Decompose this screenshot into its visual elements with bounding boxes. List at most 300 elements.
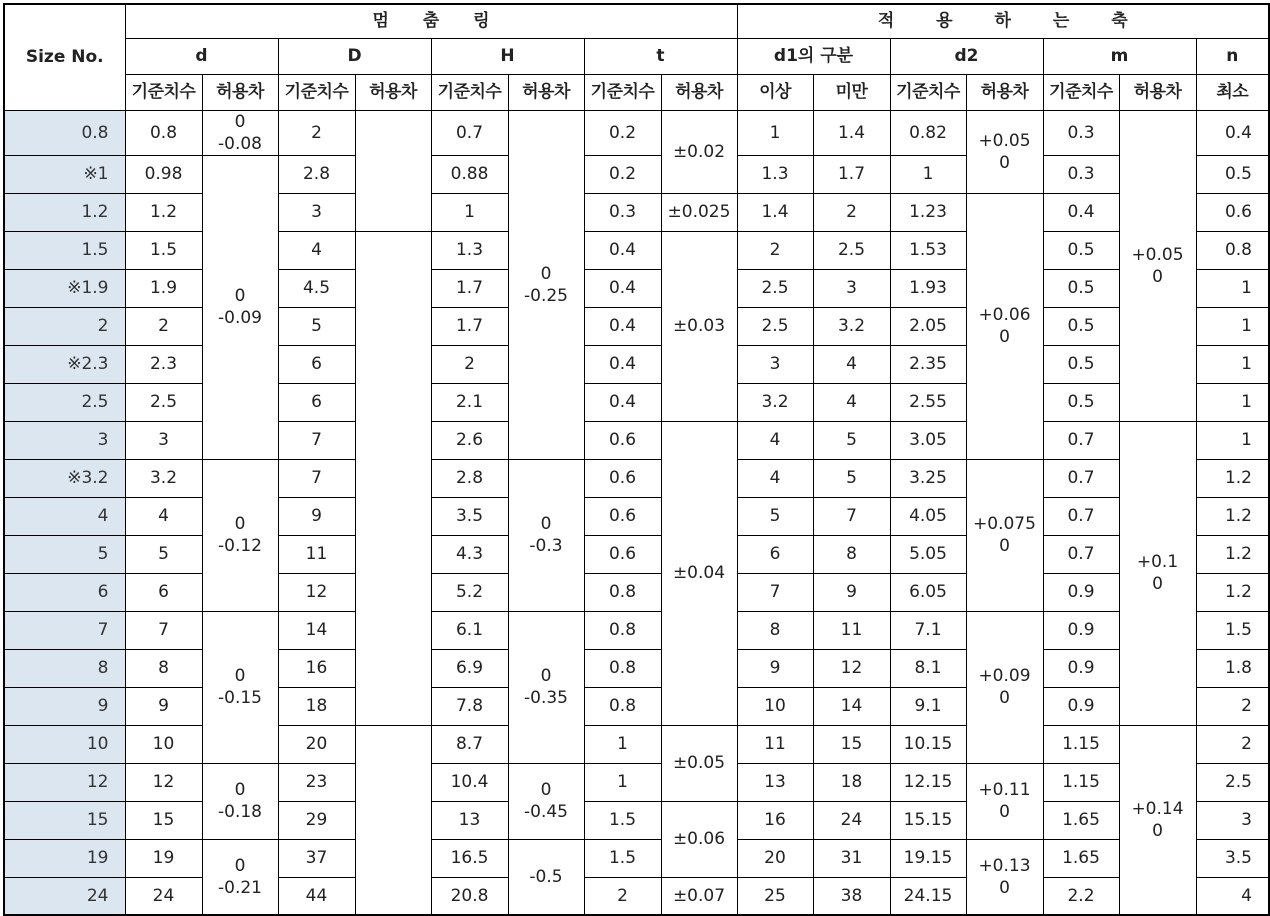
H-tolerance-header: 허용차 — [508, 74, 584, 110]
m-tolerance-line: +0.1 — [1136, 552, 1179, 572]
t-nominal-cell: 0.6 — [584, 421, 661, 459]
col-n-header: n — [1196, 38, 1269, 74]
d1-over-cell: 20 — [737, 839, 813, 877]
n-min-cell: 1.2 — [1196, 573, 1269, 611]
d1-under-cell: 1.4 — [813, 110, 890, 155]
D-nominal-cell: 37 — [278, 839, 355, 877]
d2-tolerance-line: +0.11 — [978, 780, 1031, 800]
H-nominal-cell: 20.8 — [431, 877, 508, 915]
size-no-cell: 9 — [4, 687, 125, 725]
m-nominal-cell: 0.9 — [1043, 687, 1119, 725]
d-nominal-header: 기준치수 — [125, 74, 202, 110]
d1-under-cell: 5 — [813, 421, 890, 459]
D-tolerance-cell — [355, 725, 431, 915]
table-row — [4, 497, 1269, 535]
table-row — [4, 383, 1269, 421]
d2-tolerance-cell — [966, 839, 1043, 915]
H-nominal-cell: 0.88 — [431, 155, 508, 193]
D-nominal-cell: 3 — [278, 193, 355, 231]
t-tolerance-line: ±0.025 — [667, 202, 731, 222]
m-tolerance-line: 0 — [1152, 574, 1163, 594]
d-nominal-cell: 7 — [125, 611, 202, 649]
D-nominal-cell: 7 — [278, 459, 355, 497]
d1-under-cell: 5 — [813, 459, 890, 497]
d2-tolerance-line: +0.075 — [973, 514, 1036, 534]
H-nominal-cell: 7.8 — [431, 687, 508, 725]
d-tolerance-line: 0 — [234, 111, 246, 132]
size-no-cell: 5 — [4, 535, 125, 573]
D-nominal-cell: 4.5 — [278, 269, 355, 307]
H-tolerance-cell — [508, 459, 584, 611]
d-nominal-cell: 2.5 — [125, 383, 202, 421]
m-nominal-cell: 0.5 — [1043, 231, 1119, 269]
d1-over-cell: 2.5 — [737, 307, 813, 345]
d1-over-cell: 2.5 — [737, 269, 813, 307]
d1-under-cell: 4 — [813, 345, 890, 383]
t-tolerance-cell — [661, 877, 737, 915]
table-row — [4, 573, 1269, 611]
t-nominal-cell: 0.4 — [584, 231, 661, 269]
d1-under-cell: 31 — [813, 839, 890, 877]
d1-under-cell: 2 — [813, 193, 890, 231]
t-tolerance-line: ±0.05 — [672, 753, 726, 773]
d1-under-cell: 18 — [813, 763, 890, 801]
table-row — [4, 269, 1269, 307]
H-tolerance-line: -0.45 — [524, 802, 568, 822]
d2-nominal-cell: 3.05 — [890, 421, 966, 459]
n-min-cell: 0.8 — [1196, 231, 1269, 269]
H-tolerance-line: 0 — [540, 263, 552, 284]
m-nominal-cell: 2.2 — [1043, 877, 1119, 915]
t-tolerance-cell — [661, 193, 737, 231]
table-row — [4, 193, 1269, 231]
d1-under-cell: 3.2 — [813, 307, 890, 345]
n-min-cell: 1.2 — [1196, 497, 1269, 535]
t-nominal-cell: 0.4 — [584, 345, 661, 383]
d-nominal-cell: 8 — [125, 649, 202, 687]
D-nominal-cell: 12 — [278, 573, 355, 611]
d-nominal-cell: 12 — [125, 763, 202, 801]
t-nominal-cell: 0.4 — [584, 269, 661, 307]
d2-nominal-cell: 1.53 — [890, 231, 966, 269]
D-nominal-header: 기준치수 — [278, 74, 355, 110]
d1-over-cell: 2 — [737, 231, 813, 269]
d2-tolerance-cell — [966, 763, 1043, 839]
d1-under-cell: 9 — [813, 573, 890, 611]
d-tolerance-line: 0 — [234, 855, 246, 876]
m-nominal-cell: 1.15 — [1043, 725, 1119, 763]
t-nominal-cell: 0.8 — [584, 687, 661, 725]
H-nominal-header: 기준치수 — [431, 74, 508, 110]
d1-over-cell: 11 — [737, 725, 813, 763]
D-nominal-cell: 2 — [278, 110, 355, 155]
d1-over-cell: 8 — [737, 611, 813, 649]
d1-under-cell: 1.7 — [813, 155, 890, 193]
m-nominal-cell: 1.65 — [1043, 839, 1119, 877]
m-nominal-cell: 0.3 — [1043, 110, 1119, 155]
D-nominal-cell: 20 — [278, 725, 355, 763]
d1-under-cell: 3 — [813, 269, 890, 307]
d-tolerance-cell — [202, 839, 278, 915]
size-no-cell: 3 — [4, 421, 125, 459]
t-tolerance-line: ±0.06 — [672, 829, 726, 849]
size-no-cell: 1.2 — [4, 193, 125, 231]
H-nominal-cell: 16.5 — [431, 839, 508, 877]
t-nominal-cell: 2 — [584, 877, 661, 915]
d2-tolerance-line: 0 — [999, 536, 1010, 556]
d2-tolerance-line: 0 — [999, 802, 1010, 822]
t-tolerance-line: ±0.03 — [672, 316, 726, 336]
d-nominal-cell: 3.2 — [125, 459, 202, 497]
table-row — [4, 763, 1269, 801]
n-min-cell: 0.4 — [1196, 110, 1269, 155]
d-nominal-cell: 0.98 — [125, 155, 202, 193]
H-nominal-cell: 13 — [431, 801, 508, 839]
col-d1-header: d1의 구분 — [737, 38, 890, 74]
d-tolerance-line: -0.18 — [218, 802, 262, 822]
n-min-cell: 1.8 — [1196, 649, 1269, 687]
d2-tolerance-cell — [966, 193, 1043, 459]
d-tolerance-line: -0.15 — [218, 688, 262, 708]
col-d2-header: d2 — [890, 38, 1043, 74]
size-no-cell: ※2.3 — [4, 345, 125, 383]
d2-nominal-cell: 1.93 — [890, 269, 966, 307]
d-tolerance-line: -0.09 — [218, 308, 262, 328]
D-nominal-cell: 16 — [278, 649, 355, 687]
t-nominal-cell: 0.6 — [584, 497, 661, 535]
m-tolerance-line: +0.05 — [1131, 244, 1184, 265]
H-nominal-cell: 2.6 — [431, 421, 508, 459]
n-min-cell: 1 — [1196, 421, 1269, 459]
m-nominal-cell: 0.7 — [1043, 459, 1119, 497]
d2-nominal-cell: 10.15 — [890, 725, 966, 763]
t-tolerance-cell — [661, 110, 737, 193]
n-min-cell: 3 — [1196, 801, 1269, 839]
d2-tolerance-cell — [966, 459, 1043, 611]
t-nominal-cell: 0.8 — [584, 573, 661, 611]
d-tolerance-line: 0 — [234, 666, 246, 686]
d2-nominal-cell: 15.15 — [890, 801, 966, 839]
d2-nominal-cell: 7.1 — [890, 611, 966, 649]
size-no-cell: 15 — [4, 801, 125, 839]
n-min-cell: 2.5 — [1196, 763, 1269, 801]
table-row — [4, 649, 1269, 687]
d2-nominal-cell: 3.25 — [890, 459, 966, 497]
m-tolerance-cell — [1119, 725, 1196, 915]
d-tolerance-line: 0 — [234, 286, 246, 306]
d1-over-cell: 4 — [737, 421, 813, 459]
t-nominal-cell: 1 — [584, 725, 661, 763]
size-no-cell: 10 — [4, 725, 125, 763]
H-nominal-cell: 4.3 — [431, 535, 508, 573]
retaining-ring-spec-table — [3, 3, 1270, 916]
col-t-header: t — [584, 38, 737, 74]
d2-nominal-cell: 5.05 — [890, 535, 966, 573]
table-row — [4, 535, 1269, 573]
d-tolerance-line: 0 — [234, 514, 246, 534]
D-nominal-cell: 29 — [278, 801, 355, 839]
D-nominal-cell: 6 — [278, 345, 355, 383]
t-tolerance-header: 허용차 — [661, 74, 737, 110]
D-tolerance-cell — [355, 231, 431, 725]
d2-nominal-cell: 2.35 — [890, 345, 966, 383]
d-tolerance-cell — [202, 110, 278, 155]
D-nominal-cell: 11 — [278, 535, 355, 573]
H-tolerance-line: -0.35 — [524, 688, 568, 708]
m-nominal-cell: 0.9 — [1043, 649, 1119, 687]
n-min-cell: 1.2 — [1196, 535, 1269, 573]
d-nominal-cell: 2.3 — [125, 345, 202, 383]
table-row — [4, 687, 1269, 725]
d1-under-cell: 38 — [813, 877, 890, 915]
col-d-header: d — [125, 38, 278, 74]
H-tolerance-line: 0 — [540, 666, 552, 686]
D-nominal-cell: 4 — [278, 231, 355, 269]
d2-tolerance-line: +0.06 — [978, 305, 1031, 325]
d2-nominal-cell: 24.15 — [890, 877, 966, 915]
d1-over-cell: 16 — [737, 801, 813, 839]
m-nominal-cell: 0.5 — [1043, 345, 1119, 383]
d2-tolerance-line: 0 — [999, 327, 1010, 347]
size-no-cell: 2 — [4, 307, 125, 345]
t-nominal-cell: 1 — [584, 763, 661, 801]
t-nominal-cell: 0.3 — [584, 193, 661, 231]
d2-tolerance-cell — [966, 611, 1043, 763]
t-tolerance-cell — [661, 421, 737, 725]
table-row — [4, 611, 1269, 649]
H-tolerance-cell — [508, 611, 584, 763]
d-nominal-cell: 10 — [125, 725, 202, 763]
m-nominal-cell: 0.5 — [1043, 383, 1119, 421]
size-no-cell: ※1.9 — [4, 269, 125, 307]
d-tolerance-cell — [202, 763, 278, 839]
table-row — [4, 839, 1269, 877]
D-nominal-cell: 44 — [278, 877, 355, 915]
m-nominal-cell: 1.65 — [1043, 801, 1119, 839]
retaining-ring-group-header: 멈 춤 링 — [125, 4, 737, 38]
t-nominal-cell: 0.4 — [584, 307, 661, 345]
H-nominal-cell: 8.7 — [431, 725, 508, 763]
size-no-cell: 2.5 — [4, 383, 125, 421]
table-row — [4, 801, 1269, 839]
d1-over-cell: 6 — [737, 535, 813, 573]
d2-nominal-cell: 1.23 — [890, 193, 966, 231]
size-no-cell: ※3.2 — [4, 459, 125, 497]
size-no-cell: 12 — [4, 763, 125, 801]
size-no-cell: 19 — [4, 839, 125, 877]
t-nominal-cell: 1.5 — [584, 801, 661, 839]
H-nominal-cell: 1.3 — [431, 231, 508, 269]
D-nominal-cell: 6 — [278, 383, 355, 421]
d2-nominal-cell: 8.1 — [890, 649, 966, 687]
d2-tolerance-line: +0.05 — [978, 130, 1031, 151]
d1-over-cell: 25 — [737, 877, 813, 915]
H-nominal-cell: 1 — [431, 193, 508, 231]
m-nominal-cell: 0.7 — [1043, 497, 1119, 535]
size-no-cell: 0.8 — [4, 110, 125, 155]
D-nominal-cell: 2.8 — [278, 155, 355, 193]
d1-under-cell: 11 — [813, 611, 890, 649]
d1-over-cell: 3.2 — [737, 383, 813, 421]
d-nominal-cell: 1.9 — [125, 269, 202, 307]
m-tolerance-header: 허용차 — [1119, 74, 1196, 110]
t-nominal-cell: 0.8 — [584, 611, 661, 649]
size-no-cell: ※1 — [4, 155, 125, 193]
size-no-cell: 4 — [4, 497, 125, 535]
m-tolerance-cell — [1119, 421, 1196, 725]
H-nominal-cell: 2.8 — [431, 459, 508, 497]
d1-over-cell: 13 — [737, 763, 813, 801]
d2-nominal-cell: 19.15 — [890, 839, 966, 877]
t-tolerance-line: ±0.04 — [672, 563, 726, 583]
n-min-header: 최소 — [1196, 74, 1269, 110]
n-min-cell: 1 — [1196, 383, 1269, 421]
d-nominal-cell: 3 — [125, 421, 202, 459]
d-nominal-cell: 2 — [125, 307, 202, 345]
m-tolerance-line: +0.14 — [1131, 798, 1184, 819]
col-D-header: D — [278, 38, 431, 74]
d1-under-header: 미만 — [813, 74, 890, 110]
d1-over-header: 이상 — [737, 74, 813, 110]
d1-under-cell: 14 — [813, 687, 890, 725]
d2-tolerance-line: 0 — [999, 877, 1010, 898]
m-nominal-cell: 0.4 — [1043, 193, 1119, 231]
d2-nominal-cell: 12.15 — [890, 763, 966, 801]
d2-tolerance-cell — [966, 110, 1043, 193]
d1-over-cell: 1.4 — [737, 193, 813, 231]
d1-over-cell: 10 — [737, 687, 813, 725]
d-nominal-cell: 4 — [125, 497, 202, 535]
D-nominal-cell: 7 — [278, 421, 355, 459]
t-nominal-header: 기준치수 — [584, 74, 661, 110]
d2-tolerance-line: 0 — [999, 688, 1010, 708]
m-tolerance-line: 0 — [1152, 820, 1163, 841]
n-min-cell: 2 — [1196, 687, 1269, 725]
size-no-cell: 6 — [4, 573, 125, 611]
H-nominal-cell: 1.7 — [431, 307, 508, 345]
d2-tolerance-line: 0 — [999, 152, 1010, 173]
d2-nominal-cell: 6.05 — [890, 573, 966, 611]
d2-nominal-cell: 2.55 — [890, 383, 966, 421]
m-nominal-header: 기준치수 — [1043, 74, 1119, 110]
m-nominal-cell: 0.7 — [1043, 421, 1119, 459]
H-nominal-cell: 5.2 — [431, 573, 508, 611]
m-nominal-cell: 0.9 — [1043, 573, 1119, 611]
H-nominal-cell: 1.7 — [431, 269, 508, 307]
H-nominal-cell: 3.5 — [431, 497, 508, 535]
t-tolerance-line: ±0.02 — [672, 141, 726, 162]
H-tolerance-cell — [508, 110, 584, 459]
table-row — [4, 231, 1269, 269]
D-tolerance-cell — [355, 110, 431, 231]
n-min-cell: 2 — [1196, 725, 1269, 763]
d-nominal-cell: 5 — [125, 535, 202, 573]
size-no-cell: 7 — [4, 611, 125, 649]
D-nominal-cell: 18 — [278, 687, 355, 725]
H-nominal-cell: 0.7 — [431, 110, 508, 155]
d1-over-cell: 1 — [737, 110, 813, 155]
d2-nominal-cell: 1 — [890, 155, 966, 193]
table-row — [4, 307, 1269, 345]
d-nominal-cell: 9 — [125, 687, 202, 725]
d-nominal-cell: 1.2 — [125, 193, 202, 231]
d-tolerance-line: -0.12 — [218, 536, 262, 556]
d2-nominal-header: 기준치수 — [890, 74, 966, 110]
n-min-cell: 1 — [1196, 307, 1269, 345]
t-nominal-cell: 1.5 — [584, 839, 661, 877]
H-tolerance-cell — [508, 839, 584, 915]
d1-under-cell: 12 — [813, 649, 890, 687]
H-tolerance-line: -0.25 — [524, 285, 568, 306]
m-tolerance-cell — [1119, 110, 1196, 421]
n-min-cell: 1 — [1196, 269, 1269, 307]
size-no-cell: 8 — [4, 649, 125, 687]
table-row — [4, 110, 1269, 155]
d2-tolerance-line: +0.13 — [978, 855, 1031, 876]
t-nominal-cell: 0.4 — [584, 383, 661, 421]
t-nominal-cell: 0.6 — [584, 459, 661, 497]
H-tolerance-line: -0.3 — [529, 536, 563, 556]
n-min-cell: 0.5 — [1196, 155, 1269, 193]
d-nominal-cell: 15 — [125, 801, 202, 839]
t-nominal-cell: 0.2 — [584, 155, 661, 193]
d-tolerance-line: -0.08 — [218, 133, 262, 154]
n-min-cell: 1.5 — [1196, 611, 1269, 649]
size-no-cell: 24 — [4, 877, 125, 915]
t-tolerance-cell — [661, 725, 737, 801]
d1-under-cell: 15 — [813, 725, 890, 763]
D-nominal-cell: 14 — [278, 611, 355, 649]
d-nominal-cell: 19 — [125, 839, 202, 877]
D-tolerance-header: 허용차 — [355, 74, 431, 110]
d-tolerance-cell — [202, 611, 278, 763]
H-nominal-cell: 2 — [431, 345, 508, 383]
d-nominal-cell: 6 — [125, 573, 202, 611]
t-nominal-cell: 0.2 — [584, 110, 661, 155]
D-nominal-cell: 9 — [278, 497, 355, 535]
d2-nominal-cell: 9.1 — [890, 687, 966, 725]
table-row — [4, 421, 1269, 459]
d-nominal-cell: 0.8 — [125, 110, 202, 155]
m-nominal-cell: 0.7 — [1043, 535, 1119, 573]
d2-tolerance-header: 허용차 — [966, 74, 1043, 110]
d-tolerance-line: -0.21 — [218, 877, 262, 898]
table-row — [4, 345, 1269, 383]
n-min-cell: 4 — [1196, 877, 1269, 915]
H-tolerance-cell — [508, 763, 584, 839]
d-tolerance-cell — [202, 155, 278, 459]
m-nominal-cell: 0.5 — [1043, 269, 1119, 307]
d-nominal-cell: 1.5 — [125, 231, 202, 269]
d1-over-cell: 5 — [737, 497, 813, 535]
table-body — [4, 110, 1269, 915]
H-tolerance-line: 0 — [540, 514, 552, 534]
t-nominal-cell: 0.6 — [584, 535, 661, 573]
n-min-cell: 0.6 — [1196, 193, 1269, 231]
d1-over-cell: 3 — [737, 345, 813, 383]
D-nominal-cell: 5 — [278, 307, 355, 345]
d1-over-cell: 9 — [737, 649, 813, 687]
t-nominal-cell: 0.8 — [584, 649, 661, 687]
d2-nominal-cell: 4.05 — [890, 497, 966, 535]
m-nominal-cell: 0.3 — [1043, 155, 1119, 193]
col-H-header: H — [431, 38, 584, 74]
H-nominal-cell: 10.4 — [431, 763, 508, 801]
d-tolerance-header: 허용차 — [202, 74, 278, 110]
t-tolerance-cell — [661, 231, 737, 421]
n-min-cell: 3.5 — [1196, 839, 1269, 877]
d1-over-cell: 1.3 — [737, 155, 813, 193]
